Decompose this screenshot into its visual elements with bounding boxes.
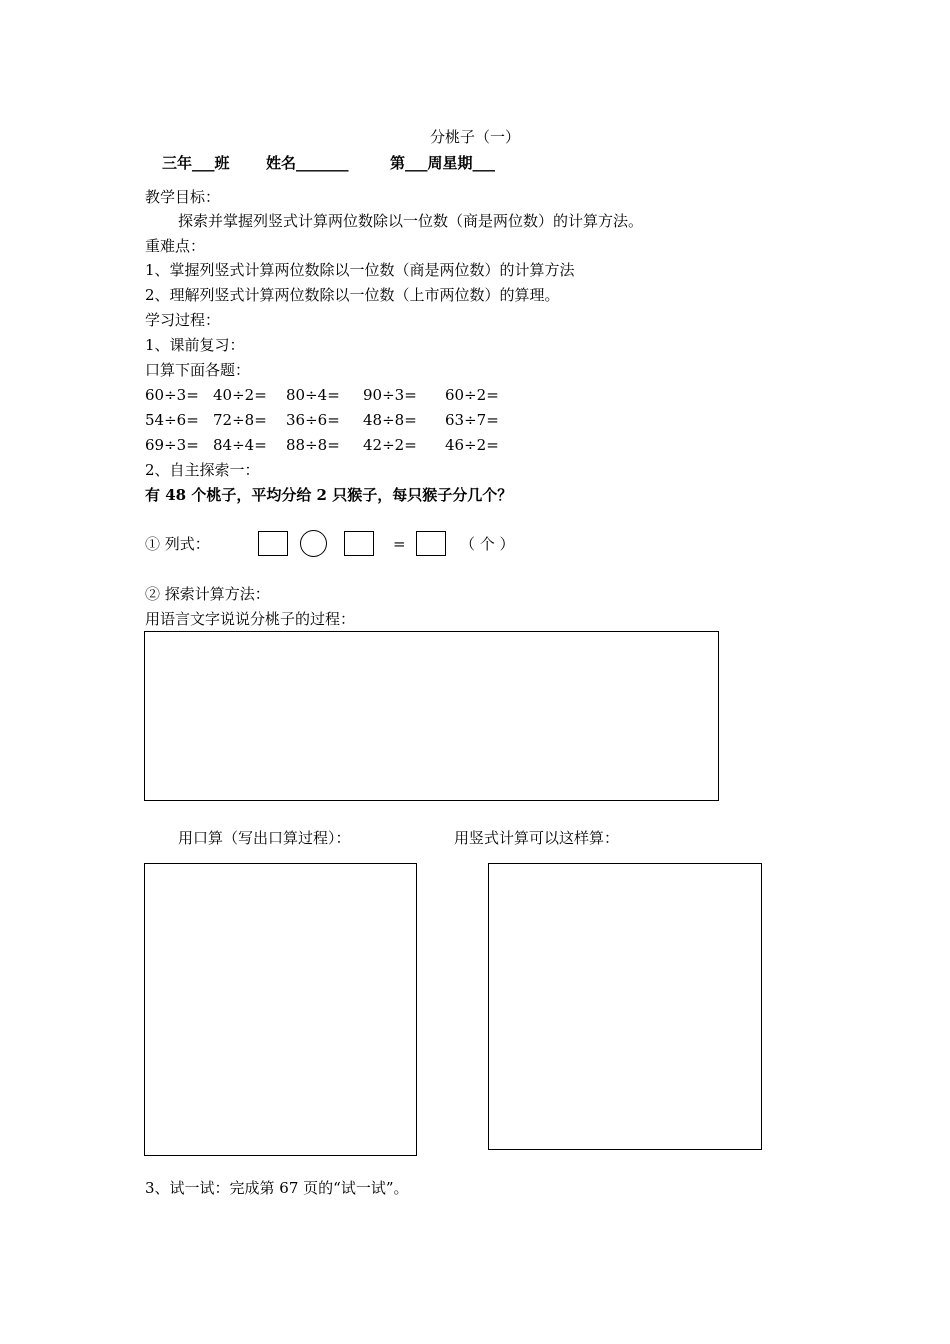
- difficulty-item: 2、理解列竖式计算两位数除以一位数（上市两位数）的算理。: [145, 286, 560, 304]
- oral-label: 用口算（写出口算过程）：: [178, 829, 351, 847]
- explore-heading: 2、自主探索一：: [145, 461, 260, 479]
- exercise-item: 69÷3=: [145, 436, 199, 454]
- operator-circle[interactable]: [300, 530, 327, 557]
- class-field: 三年___班: [162, 154, 230, 172]
- exercise-item: 42÷2=: [363, 436, 417, 454]
- goal-heading: 教学目标：: [145, 188, 221, 206]
- exercise-item: 90÷3=: [363, 386, 417, 404]
- exercise-item: 60÷2=: [445, 386, 499, 404]
- exercise-item: 54÷6=: [145, 411, 199, 429]
- describe-answer-box[interactable]: [144, 631, 719, 801]
- method-label: ② 探索计算方法：: [145, 585, 270, 603]
- result-box[interactable]: [416, 531, 446, 556]
- name-field: 姓名_______: [266, 154, 349, 172]
- exercise-item: 84÷4=: [213, 436, 267, 454]
- unit-label: （ 个 ）: [460, 535, 515, 553]
- exercise-item: 40÷2=: [213, 386, 267, 404]
- equals-sign: =: [393, 535, 406, 553]
- exercise-item: 60÷3=: [145, 386, 199, 404]
- week-field: 第___周星期___: [390, 154, 496, 172]
- exercise-item: 48÷8=: [363, 411, 417, 429]
- vertical-label: 用竖式计算可以这样算：: [454, 829, 620, 847]
- exercise-item: 36÷6=: [286, 411, 340, 429]
- process-heading: 学习过程：: [145, 311, 221, 329]
- review-heading: 1、课前复习：: [145, 336, 245, 354]
- problem-text: 有 48 个桃子，平均分给 2 只猴子，每只猴子分几个？: [145, 486, 513, 504]
- try-it-text: 3、试一试：完成第 67 页的“试一试”。: [145, 1179, 409, 1197]
- exercise-item: 46÷2=: [445, 436, 499, 454]
- oral-answer-box[interactable]: [144, 863, 417, 1156]
- difficulty-heading: 重难点：: [145, 237, 206, 255]
- goal-text: 探索并掌握列竖式计算两位数除以一位数（商是两位数）的计算方法。: [178, 212, 644, 230]
- exercise-item: 88÷8=: [286, 436, 340, 454]
- formula-label: ① 列式：: [145, 535, 210, 553]
- dividend-box[interactable]: [258, 531, 288, 556]
- describe-label: 用语言文字说说分桃子的过程：: [145, 610, 356, 628]
- review-subheading: 口算下面各题：: [145, 361, 251, 379]
- divisor-box[interactable]: [344, 531, 374, 556]
- page-title: 分桃子（一）: [429, 128, 520, 146]
- vertical-answer-box[interactable]: [488, 863, 762, 1150]
- exercise-item: 80÷4=: [286, 386, 340, 404]
- exercise-item: 72÷8=: [213, 411, 267, 429]
- difficulty-item: 1、掌握列竖式计算两位数除以一位数（商是两位数）的计算方法: [145, 261, 575, 279]
- exercise-item: 63÷7=: [445, 411, 499, 429]
